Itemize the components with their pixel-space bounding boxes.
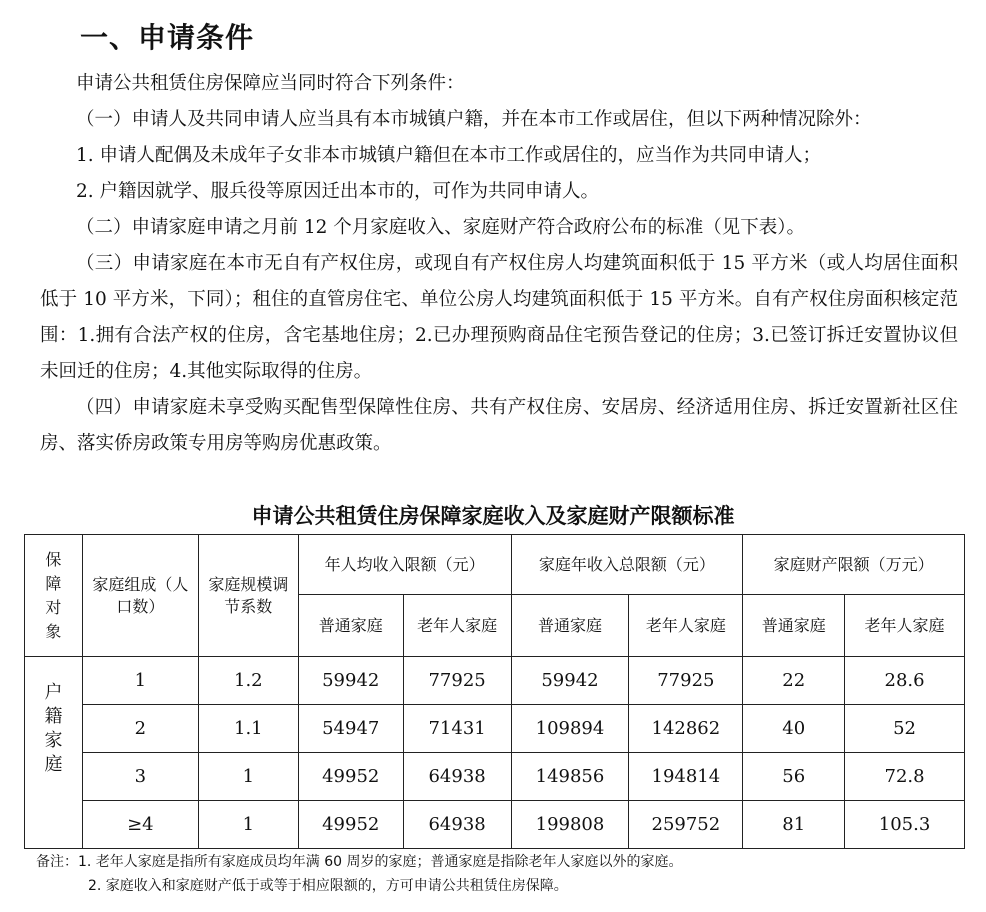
condition-1-item-2: 2. 户籍因就学、服兵役等原因迁出本市的，可作为共同申请人。 [76,181,600,202]
note-2: 2. 家庭收入和家庭财产低于或等于相应限额的，方可申请公共租赁住房保障。 [88,878,568,894]
per-capita-elderly-cell: 64938 [403,801,511,849]
header-total-income: 家庭年收入总限额（元） [511,535,743,595]
total-income-elderly-cell: 194814 [629,753,743,801]
condition-1-paragraph: （一）申请人及共同申请人应当具有本市城镇户籍，并在本市工作或居住，但以下两种情况除外： [76,109,872,130]
subheader-elderly: 老年人家庭 [845,595,965,657]
target-cell-continued [25,801,83,849]
section-heading: 一、申请条件 [80,21,255,54]
coefficient-cell: 1 [198,801,298,849]
assets-elderly-cell: 28.6 [845,657,965,705]
table-row [25,705,965,753]
assets-ordinary-cell: 56 [743,753,845,801]
header-family-size-label: 家庭组成（人口数） [92,574,189,616]
per-capita-ordinary-cell: 49952 [298,801,403,849]
assets-ordinary-cell: 81 [743,801,845,849]
target-cell [25,657,83,801]
assets-elderly-cell: 52 [845,705,965,753]
target-value: 户籍家庭 [44,681,63,775]
table-row [25,657,965,705]
condition-2-paragraph: （二）申请家庭申请之月前 12 个月家庭收入、家庭财产符合政府公布的标准（见下表）。 [76,217,806,238]
total-income-ordinary-cell: 149856 [511,753,629,801]
header-coefficient [198,535,298,657]
header-target-label: 保障对象 [45,549,62,641]
header-coefficient-label: 家庭规模调节系数 [208,574,289,616]
condition-3-paragraph: （三）申请家庭在本市无自有产权住房，或现自有产权住房人均建筑面积低于 15 平方米（或人均居住面积低于 10 平方米，下同）；租住的直管房住宅、单位公房人均建筑面积低于 15 平方米。自有产权住房面积核定范围：1.拥有合法产权的住房，含宅基地住房；2.已办理预购商品住宅预告登记的住房；3.已签订拆迁安置协议但未回迁的住房；4.其他实际取得的住房。 [40,253,958,382]
note-1: 备注：1. 老年人家庭是指所有家庭成员均年满 60 周岁的家庭；普通家庭是指除老年人家庭以外的家庭。 [36,854,683,870]
header-per-capita-income: 年人均收入限额（元） [298,535,511,595]
subheader-ordinary: 普通家庭 [511,595,629,657]
table-notes [36,850,966,898]
header-target [25,535,83,657]
header-assets: 家庭财产限额（万元） [743,535,965,595]
per-capita-elderly-cell: 71431 [403,705,511,753]
intro-paragraph: 申请公共租赁住房保障应当同时符合下列条件： [76,73,465,94]
total-income-ordinary-cell: 59942 [511,657,629,705]
total-income-ordinary-cell: 199808 [511,801,629,849]
family-size-cell: ≥4 [82,801,198,849]
assets-ordinary-cell: 22 [743,657,845,705]
total-income-elderly-cell: 259752 [629,801,743,849]
coefficient-cell: 1.2 [198,657,298,705]
total-income-elderly-cell: 77925 [629,657,743,705]
per-capita-ordinary-cell: 54947 [298,705,403,753]
condition-4-paragraph: （四）申请家庭未享受购买配售型保障性住房、共有产权住房、安居房、经济适用住房、拆迁安置新社区住房、落实侨房政策专用房等购房优惠政策。 [40,397,958,454]
per-capita-elderly-cell: 64938 [403,753,511,801]
income-asset-limit-table [24,534,965,849]
per-capita-ordinary-cell: 59942 [298,657,403,705]
table-title: 申请公共租赁住房保障家庭收入及家庭财产限额标准 [251,504,735,528]
family-size-cell: 2 [82,705,198,753]
table-header-row [25,535,965,595]
family-size-cell: 1 [82,657,198,705]
coefficient-cell: 1 [198,753,298,801]
condition-1-item-1: 1. 申请人配偶及未成年子女非本市城镇户籍但在本市工作或居住的，应当作为共同申请人； [76,145,822,166]
coefficient-cell: 1.1 [198,705,298,753]
assets-elderly-cell: 105.3 [845,801,965,849]
assets-elderly-cell: 72.8 [845,753,965,801]
subheader-ordinary: 普通家庭 [298,595,403,657]
header-family-size [82,535,198,657]
table-row [25,753,965,801]
assets-ordinary-cell: 40 [743,705,845,753]
subheader-ordinary: 普通家庭 [743,595,845,657]
per-capita-ordinary-cell: 49952 [298,753,403,801]
family-size-cell: 3 [82,753,198,801]
total-income-elderly-cell: 142862 [629,705,743,753]
per-capita-elderly-cell: 77925 [403,657,511,705]
table-row [25,801,965,849]
total-income-ordinary-cell: 109894 [511,705,629,753]
subheader-elderly: 老年人家庭 [629,595,743,657]
subheader-elderly: 老年人家庭 [403,595,511,657]
